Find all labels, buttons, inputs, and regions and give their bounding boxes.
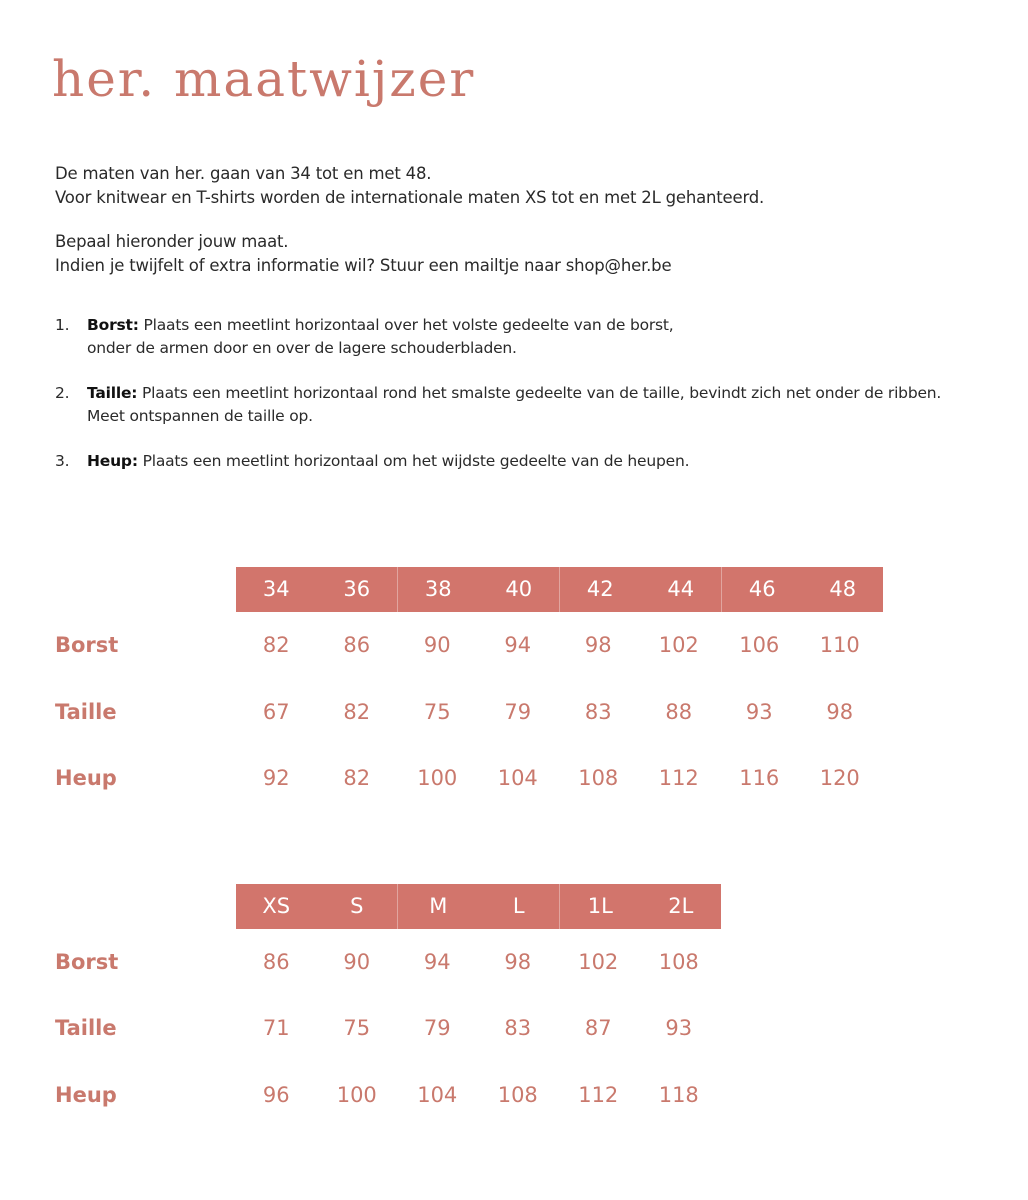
table-cell: 86 (262, 950, 290, 974)
table-row-heup (55, 758, 880, 798)
table-cell: 116 (739, 766, 780, 790)
table-cell: 102 (658, 633, 699, 657)
table-cell: 75 (343, 1016, 371, 1040)
table-cell: 79 (423, 1016, 451, 1040)
table-row-taille (55, 1008, 719, 1048)
table-cell: 106 (739, 633, 780, 657)
table-cell: 110 (819, 633, 860, 657)
table-header (236, 884, 721, 929)
table-cell: 82 (262, 633, 290, 657)
table-cell: 104 (497, 766, 538, 790)
table-cell: 93 (745, 700, 773, 724)
row-label: Borst (55, 633, 119, 657)
step-taille (55, 382, 941, 428)
step-term: Borst: (87, 316, 139, 334)
size-header: 48 (829, 577, 857, 601)
step-text: Meet ontspannen de taille op. (87, 407, 313, 425)
table-cell: 75 (423, 700, 451, 724)
table-cell: 92 (262, 766, 290, 790)
table-cell: 87 (584, 1016, 612, 1040)
step-text: Plaats een meetlint horizontaal om het wijdste gedeelte van de heupen. (142, 452, 690, 470)
intro-line: Bepaal hieronder jouw maat. (55, 232, 289, 251)
step-term: Taille: (87, 384, 138, 402)
intro-line: De maten van her. gaan van 34 tot en met 48. (55, 164, 432, 183)
step-term: Heup: (87, 452, 138, 470)
row-label: Heup (55, 766, 117, 790)
table-cell: 67 (262, 700, 290, 724)
table-cell: 82 (343, 700, 371, 724)
size-header: L (512, 894, 525, 918)
table-cell: 88 (665, 700, 693, 724)
size-header: 46 (748, 577, 776, 601)
table-header (236, 567, 883, 612)
table-row-borst (55, 942, 719, 982)
table-cell: 82 (343, 766, 371, 790)
table-row-heup (55, 1075, 719, 1115)
table-row-taille (55, 692, 880, 732)
size-header: 2L (668, 894, 694, 918)
table-cell: 102 (578, 950, 619, 974)
size-header: 40 (505, 577, 533, 601)
table-cell: 83 (504, 1016, 532, 1040)
size-header: 1L (587, 894, 613, 918)
step-borst (55, 314, 941, 360)
table-cell: 98 (504, 950, 532, 974)
row-label: Taille (55, 700, 117, 724)
size-header: 44 (667, 577, 695, 601)
measure-steps (55, 314, 941, 495)
size-header: 36 (343, 577, 371, 601)
intro-paragraph-1 (55, 162, 764, 210)
step-text: Plaats een meetlint horizontaal over het volste gedeelte van de borst, (143, 316, 674, 334)
table-cell: 90 (343, 950, 371, 974)
size-header: S (350, 894, 364, 918)
table-cell: 108 (658, 950, 699, 974)
table-cell: 94 (423, 950, 451, 974)
table-cell: 108 (578, 766, 619, 790)
intro-line: Indien je twijfelt of extra informatie wil? Stuur een mailtje naar shop@her.be (55, 256, 672, 275)
step-heup (55, 450, 941, 473)
table-cell: 120 (819, 766, 860, 790)
table-cell: 83 (584, 700, 612, 724)
table-cell: 93 (665, 1016, 693, 1040)
table-cell: 108 (497, 1083, 538, 1107)
table-cell: 104 (417, 1083, 458, 1107)
step-number: 1. (55, 316, 70, 334)
table-cell: 86 (343, 633, 371, 657)
table-cell: 100 (417, 766, 458, 790)
step-number: 2. (55, 384, 70, 402)
step-text: onder de armen door en over de lagere schouderbladen. (87, 339, 517, 357)
table-cell: 90 (423, 633, 451, 657)
intro-paragraph-2 (55, 230, 671, 278)
page-title: her. maatwijzer (52, 50, 476, 108)
row-label: Borst (55, 950, 119, 974)
table-cell: 112 (578, 1083, 619, 1107)
table-cell: 79 (504, 700, 532, 724)
table-cell: 96 (262, 1083, 290, 1107)
table-cell: 71 (262, 1016, 290, 1040)
table-cell: 118 (658, 1083, 699, 1107)
row-label: Heup (55, 1083, 117, 1107)
table-cell: 94 (504, 633, 532, 657)
size-header: M (429, 894, 448, 918)
size-header: 38 (424, 577, 452, 601)
table-cell: 112 (658, 766, 699, 790)
intro-line: Voor knitwear en T-shirts worden de internationale maten XS tot en met 2L gehanteerd. (55, 188, 765, 207)
step-text: Plaats een meetlint horizontaal rond het smalste gedeelte van de taille, bevindt zich net onder de ribben. (142, 384, 942, 402)
table-cell: 98 (826, 700, 854, 724)
step-number: 3. (55, 452, 70, 470)
row-label: Taille (55, 1016, 117, 1040)
size-header: XS (262, 894, 291, 918)
table-row-borst (55, 625, 880, 665)
table-cell: 98 (584, 633, 612, 657)
table-cell: 100 (336, 1083, 377, 1107)
size-header: 42 (586, 577, 614, 601)
size-header: 34 (262, 577, 290, 601)
